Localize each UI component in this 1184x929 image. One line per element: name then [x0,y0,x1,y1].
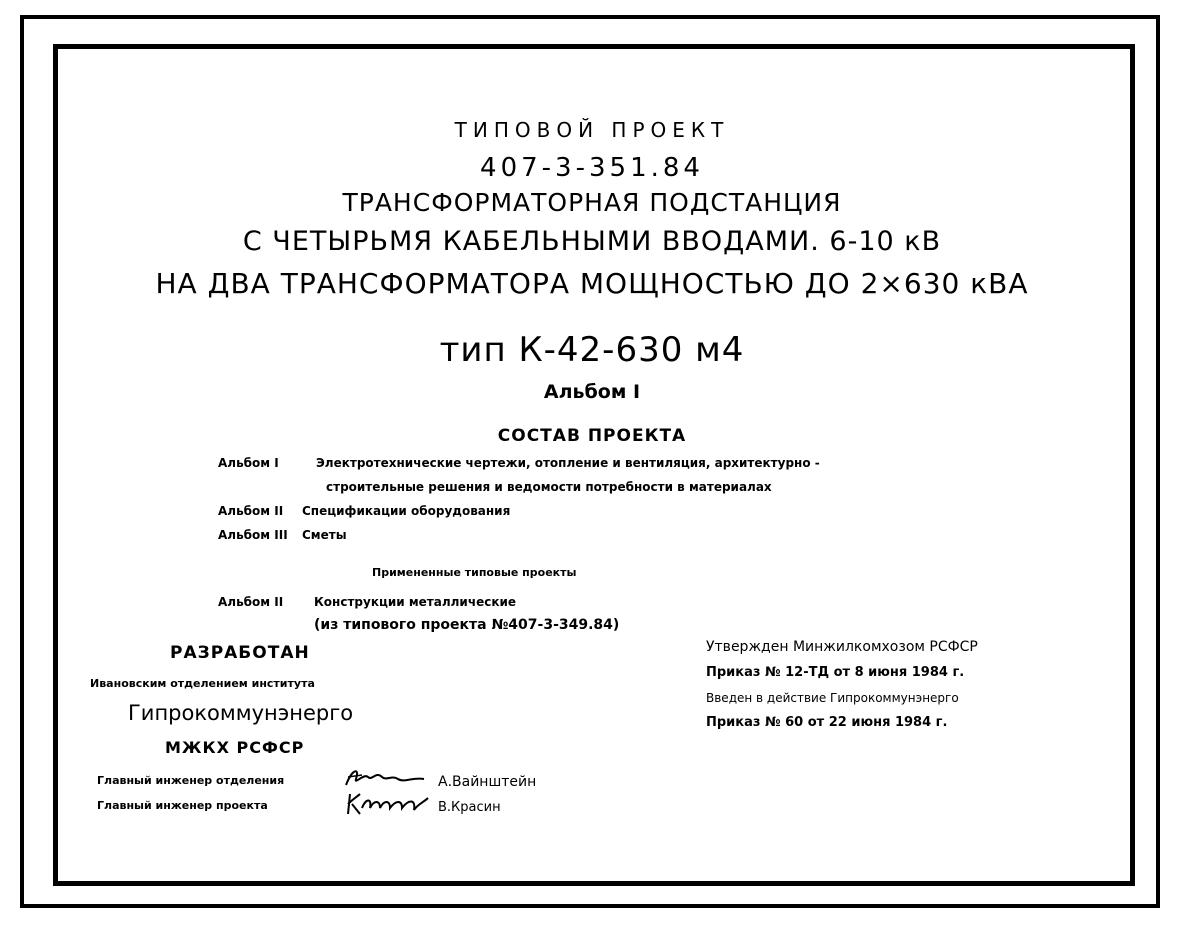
approval-line: Утвержден Минжилкомхозом РСФСР [706,639,978,655]
signer-name: В.Красин [438,800,501,815]
developer-organization: Гипрокоммунэнерго [128,701,354,725]
ministry: МЖКХ РСФСР [165,738,305,757]
album-label: Альбом III [218,528,288,542]
album-description: Сметы [302,528,347,542]
signer-name: А.Вайнштейн [438,774,537,790]
composition-heading: СОСТАВ ПРОЕКТА [497,426,687,446]
album-label: Альбом II [218,595,284,609]
approval-line: Введен в действие Гипрокоммунэнерго [706,691,959,705]
substation-type: тип К-42-630 м4 [439,330,745,370]
document-type: ТИПОВОЙ ПРОЕКТ [454,118,730,142]
album-description: Спецификации оборудования [302,504,511,518]
album-description: строительные решения и ведомости потребности в материалах [326,480,772,494]
signer-role: Главный инженер проекта [97,799,268,812]
developer-institute: Ивановским отделением института [90,677,315,690]
album-number: Альбом I [543,381,641,403]
project-title-line1: ТРАНСФОРМАТОРНАЯ ПОДСТАНЦИЯ [342,188,842,217]
project-title-line2: С ЧЕТЫРЬМЯ КАБЕЛЬНЫМИ ВВОДАМИ. 6-10 кВ [242,226,942,257]
signature-vainshtein [342,765,428,791]
approval-order: Приказ № 12-ТД от 8 июня 1984 г. [706,665,965,680]
album-description: Электротехнические чертежи, отопление и вентиляция, архитектурно - [316,456,820,470]
project-number: 407-3-351.84 [480,153,704,183]
signature-krasin [344,790,430,818]
applied-project-description: Конструкции металлические [314,595,517,609]
developer-heading: РАЗРАБОТАН [170,643,310,663]
signer-role: Главный инженер отделения [97,774,285,787]
applied-project-reference: (из типового проекта №407-3-349.84) [314,617,620,633]
applied-projects-heading: Примененные типовые проекты [372,566,577,579]
project-title-line3: НА ДВА ТРАНСФОРМАТОРА МОЩНОСТЬЮ ДО 2×630 кВА [155,267,1029,300]
album-label: Альбом II [218,504,284,518]
album-label: Альбом I [218,456,279,470]
approval-order: Приказ № 60 от 22 июня 1984 г. [706,715,948,730]
